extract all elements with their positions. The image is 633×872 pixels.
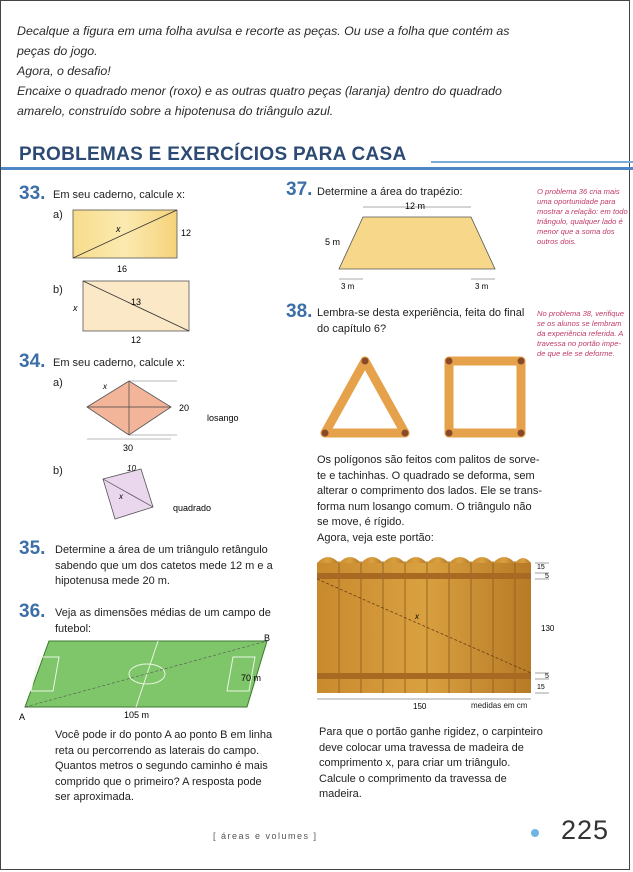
intro-text — [17, 21, 617, 121]
exercise-35-line: sabendo que um dos catetos mede 12 m e a — [55, 559, 273, 572]
exercise-33b-label: b) — [53, 284, 63, 296]
exercise-36-line: comprido que o primeiro? A resposta pode — [55, 775, 262, 788]
gate-x-label: x — [415, 612, 419, 621]
note-line: uma oportunidade para — [537, 197, 616, 206]
note-line: da experiência referida. A — [537, 329, 624, 338]
exercise-38-line: Lembra-se desta experiência, feita do final — [317, 307, 525, 319]
section-divider-accent — [431, 161, 633, 163]
note-line: menor que a soma dos — [537, 227, 615, 236]
point-b-label: B — [264, 633, 271, 643]
soccer-field-diagram — [19, 633, 281, 725]
exercise-38-text — [317, 306, 524, 337]
intro-line: Agora, o desafio! — [17, 64, 111, 78]
exercise-36-line: Quantos metros o segundo caminho é mais — [55, 760, 268, 772]
point-a-label: A — [19, 712, 26, 722]
exercise-37-number: 37. — [286, 179, 313, 200]
trapezoid-height-label: 5 m — [325, 237, 341, 247]
exercise-38-question — [319, 725, 543, 803]
note-line: mostrar a relação: em todo — [537, 207, 628, 216]
label-34b-x: x — [119, 492, 123, 501]
exercise-38-line: Para que o portão ganhe rigidez, o carpinteiro — [319, 726, 543, 738]
label-34b-side: 10 — [127, 464, 136, 473]
exercise-34-text: Em seu caderno, calcule x: — [53, 357, 186, 369]
label-33a-x: x — [116, 224, 121, 234]
note-line: de que ele se deforme. — [537, 349, 615, 358]
note-line: triângulo, qualquer lado é — [537, 217, 623, 226]
exercise-35-number: 35. — [19, 538, 46, 559]
trapezoid-left-label: 3 m — [341, 282, 355, 291]
teacher-note-38 — [537, 309, 629, 359]
exercise-38-line: madeira. — [319, 788, 362, 800]
rhombus-diagram — [81, 377, 281, 457]
chapter-footer: [ áreas e volumes ] — [213, 831, 318, 841]
exercise-38-line: alterar o comprimento dos lados. Ele se trans- — [317, 485, 542, 497]
label-34a-side: x — [103, 382, 107, 391]
exercise-33a-label: a) — [53, 209, 63, 221]
note-line: O problema 36 cria mais — [537, 187, 620, 196]
label-33a-width: 16 — [117, 264, 128, 274]
label-34b-name: quadrado — [173, 503, 212, 513]
rectangle-diagram-33a — [61, 206, 201, 278]
note-line: travessa no portão impe- — [537, 339, 621, 348]
label-34a-width: 30 — [123, 443, 134, 453]
note-line: outros dois. — [537, 237, 577, 246]
exercise-36-line: Veja as dimensões médias de um campo de — [55, 607, 271, 619]
gate-width-label: 150 — [413, 702, 427, 711]
exercise-34a-label: a) — [53, 377, 63, 389]
exercise-38-line: Os polígonos são feitos com palitos de sorve- — [317, 454, 540, 466]
square-diagram — [81, 459, 261, 539]
units-note: medidas em cm — [471, 701, 528, 710]
trapezoid-right-label: 3 m — [475, 282, 489, 291]
exercise-36-number: 36. — [19, 601, 46, 622]
popsicle-stick-polygons — [313, 349, 533, 449]
gate-top-label: 15 — [537, 564, 545, 571]
section-title: PROBLEMAS E EXERCÍCIOS PARA CASA — [19, 144, 407, 165]
exercise-38-explanation — [317, 453, 542, 546]
exercise-35-line: Determine a área de um triângulo retângulo — [55, 544, 268, 556]
exercise-38-line: se move, é rígido. — [317, 516, 405, 528]
exercise-38-line: comprimento x, para criar um triângulo. — [319, 757, 511, 769]
gate-bottom-bar-label: 5 — [545, 673, 549, 680]
trapezoid-top-label: 12 m — [405, 201, 426, 211]
label-33b-diagonal: 13 — [131, 297, 142, 307]
intro-line: Decalque a figura em uma folha avulsa e recorte as peças. Ou use a folha que contém as — [17, 24, 510, 38]
label-33b-width: 12 — [131, 335, 142, 345]
intro-line: Encaixe o quadrado menor (roxo) e as outras quatro peças (laranja) dentro do quadrado — [17, 84, 502, 98]
trapezoid-diagram — [325, 199, 509, 291]
label-33b-x: x — [73, 303, 78, 313]
note-line: No problema 38, verifique — [537, 309, 624, 318]
exercise-35-line: hipotenusa mede 20 m. — [55, 575, 170, 587]
exercise-36-line: Você pode ir do ponto A ao ponto B em linha — [55, 729, 273, 741]
exercise-36-line: reta ou percorrendo as laterais do campo. — [55, 744, 260, 757]
exercise-36-line: futebol: — [55, 622, 92, 635]
note-line: se os alunos se lembram — [537, 319, 622, 328]
exercise-36-question — [55, 728, 272, 806]
page-dot-icon — [531, 829, 539, 837]
exercise-38-line: forma num losango comum. O triângulo não — [317, 500, 532, 513]
section-divider — [1, 167, 633, 170]
gate-top-bar-label: 5 — [545, 573, 549, 580]
exercise-38-line: Agora, veja este portão: — [317, 531, 434, 544]
exercise-38-number: 38. — [286, 301, 313, 322]
wooden-gate-diagram — [311, 549, 563, 713]
intro-line: peças do jogo. — [17, 44, 98, 58]
exercise-38-line: deve colocar uma travessa de madeira de — [319, 741, 524, 754]
exercise-35-text — [55, 543, 273, 590]
intro-line: amarelo, construído sobre a hipotenusa do triângulo azul. — [17, 104, 334, 118]
exercise-38-line: do capítulo 6? — [317, 322, 387, 335]
label-33a-height: 12 — [181, 228, 192, 238]
exercise-36-line: ser aproximada. — [55, 791, 134, 803]
exercise-33-text: Em seu caderno, calcule x: — [53, 189, 186, 201]
label-34a-name: losango — [207, 413, 239, 423]
field-height-label: 70 m — [241, 673, 262, 683]
exercise-33-number: 33. — [19, 183, 46, 204]
exercise-38-line: Calcule o comprimento da travessa de — [319, 772, 507, 785]
exercise-34b-label: b) — [53, 465, 63, 477]
exercise-38-line: te e tachinhas. O quadrado se deforma, sem — [317, 469, 535, 482]
exercise-37-text: Determine a área do trapézio: — [317, 186, 463, 198]
exercise-34-number: 34. — [19, 351, 46, 372]
page-number: 225 — [561, 815, 610, 845]
teacher-note-37 — [537, 187, 629, 247]
rectangle-diagram-33b — [61, 277, 201, 347]
label-34a-height: 20 — [179, 403, 190, 413]
field-width-label: 105 m — [124, 710, 150, 720]
gate-middle-label: 130 — [541, 624, 555, 633]
gate-bottom-label: 15 — [537, 684, 545, 691]
